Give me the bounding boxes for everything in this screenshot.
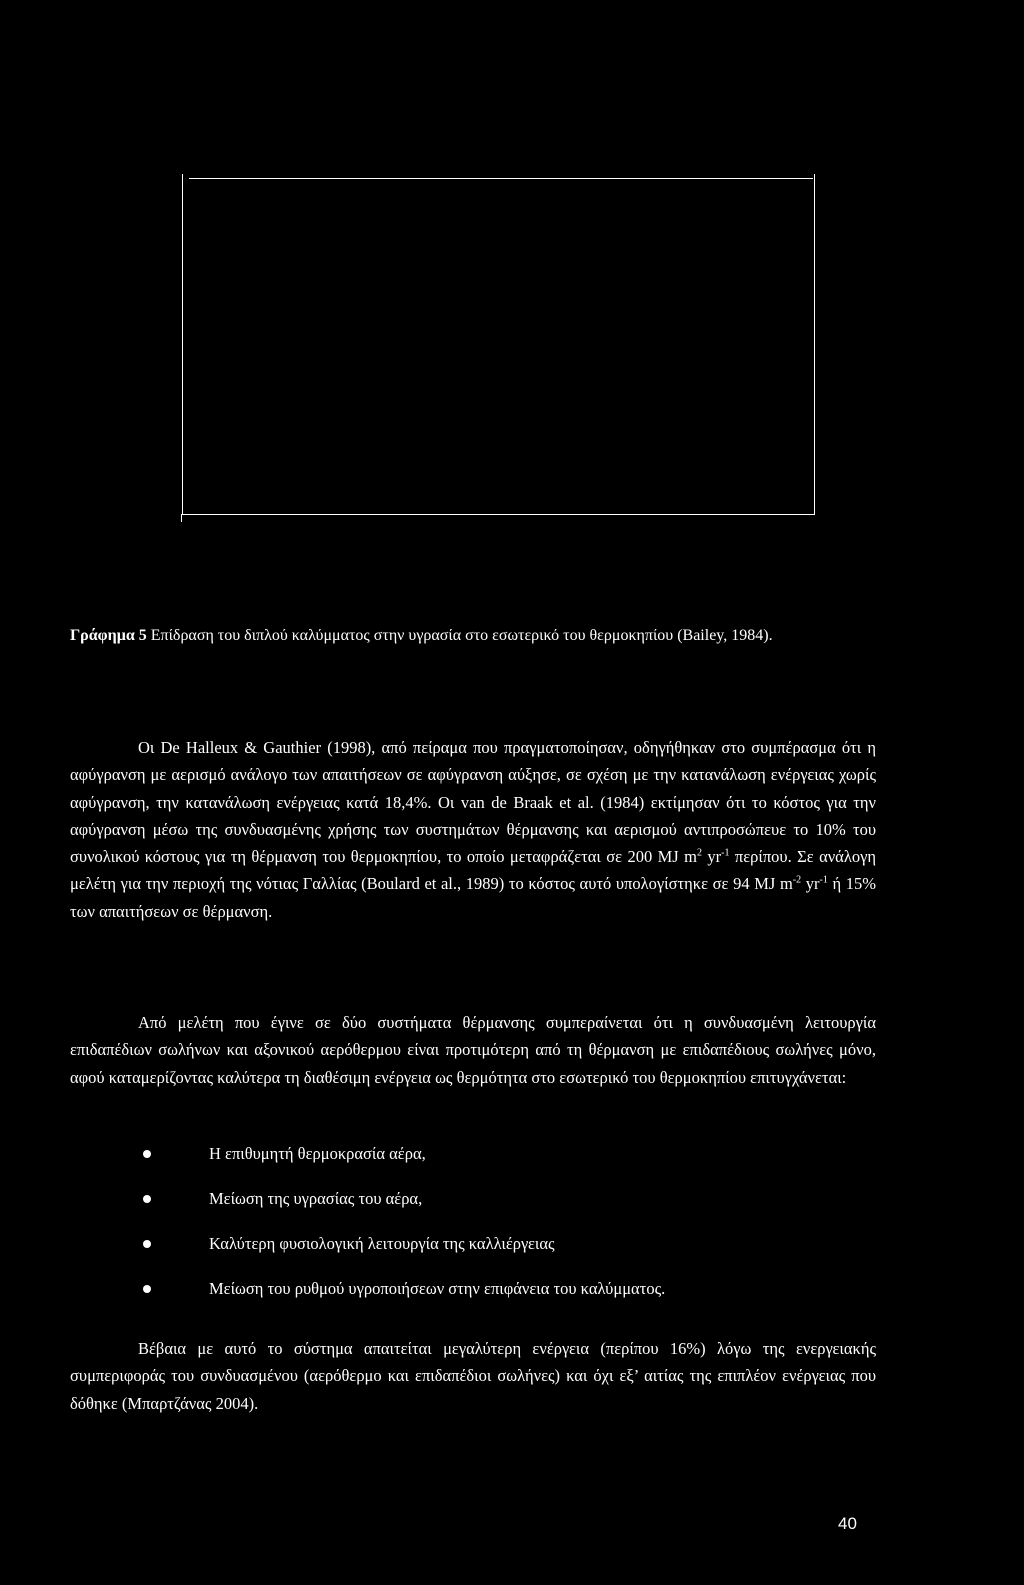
paragraph1-part2: yr (701, 847, 722, 867)
paragraph1-part5: ή 15% των απαιτήσεων σε θέρμανση. (70, 874, 876, 921)
figure-caption-text: Επίδραση του διπλού καλύμματος στην υγρασία στο εσωτερικό του θερμοκηπίου (Bailey, 1984). (146, 627, 773, 644)
paragraph-energy-requirement: Βέβαια με αυτό το σύστημα απαιτείται μεγαλύτερη ενέργεια (περίπου 16%) λόγω της ενεργειακής συμπεριφοράς του συνδυασμένου (αερόθερμο και επιδαπέδιοι σωλήνες) και όχι εξ’ αιτίας της επιπλέον ενέργειας που δόθηκε (Μπαρτζάνας 2004). (70, 1339, 876, 1413)
list-item (70, 1185, 876, 1212)
list-item-text: Η επιθυμητή θερμοκρασία αέρα, (209, 1144, 426, 1163)
page-number: 40 (838, 1514, 857, 1533)
list-item (70, 1230, 876, 1257)
paragraph-dehumidification-costs (70, 734, 876, 925)
paragraph1-sup4: -1 (819, 874, 828, 886)
paragraph1-part3: περίπου. Σε ανάλογη μελέτη για την περιοχή της νότιας Γαλλίας (Boulard et al., 1989) το κόστος αυτό υπολογίστηκε σε 94 MJ m (70, 847, 876, 894)
paragraph1-sup3: -2 (792, 874, 802, 886)
list-item (70, 1275, 876, 1302)
figure-frame (182, 174, 815, 515)
paragraph1-part1: Οι De Halleux & Gauthier (1998), από πείραμα που πραγματοποίησαν, οδηγήθηκαν στο συμπέρασμα ότι η αφύγρανση με αερισμό ανάλογο των απαιτήσεων σε αφύγρανση αύξησε, σε σχέση με την κατανάλωση ενέργειας χωρίς αφύγρανση, την κατανάλωση ενέργειας κατά 18,4%. Οι van de Braak et al. (1984) εκτίμησαν ότι το κόστος για την αφύγρανση μέσω της συνδυασμένης χρήσης των συστημάτων θέρμανσης και αερισμού αντιπροσώπευε το 10% του συνολικού κόστους για τη θέρμανση του θερμοκηπίου, το οποίο μεταφράζεται σε 200 MJ m (70, 738, 876, 867)
figure-caption (70, 623, 876, 649)
bullet-dot-icon (143, 1150, 151, 1158)
paragraph1-sup1: 2 (696, 847, 702, 859)
benefits-list (70, 1140, 876, 1320)
bullet-dot-icon (143, 1285, 151, 1293)
figure-caption-label: Γράφημα 5 (70, 627, 147, 644)
bullet-dot-icon (143, 1240, 151, 1248)
list-item-text: Μείωση της υγρασίας του αέρα, (209, 1189, 423, 1208)
list-item (70, 1140, 876, 1167)
list-item-text: Μείωση του ρυθμού υγροποιήσεων στην επιφάνεια του καλύμματος. (209, 1279, 666, 1298)
list-item-text: Καλύτερη φυσιολογική λειτουργία της καλλιέργειας (209, 1234, 555, 1253)
bullet-dot-icon (143, 1195, 151, 1203)
paragraph-heating-systems: Από μελέτη που έγινε σε δύο συστήματα θέρμανσης συμπεραίνεται ότι η συνδυασμένη λειτουργία επιδαπέδιων σωλήνων και αξονικού αερόθερμου είναι προτιμότερη από τη θέρμανση με επιδαπέδιους σωλήνες μόνο, αφού καταμερίζοντας καλύτερα τη διαθέσιμη ενέργεια ως θερμότητα στο εσωτερικό του θερμοκηπίου επιτυγχάνεται: (70, 1013, 876, 1087)
paragraph1-part4: yr (801, 874, 820, 894)
figure-frame-tick (181, 514, 182, 522)
paragraph1-sup2: -1 (721, 847, 730, 859)
